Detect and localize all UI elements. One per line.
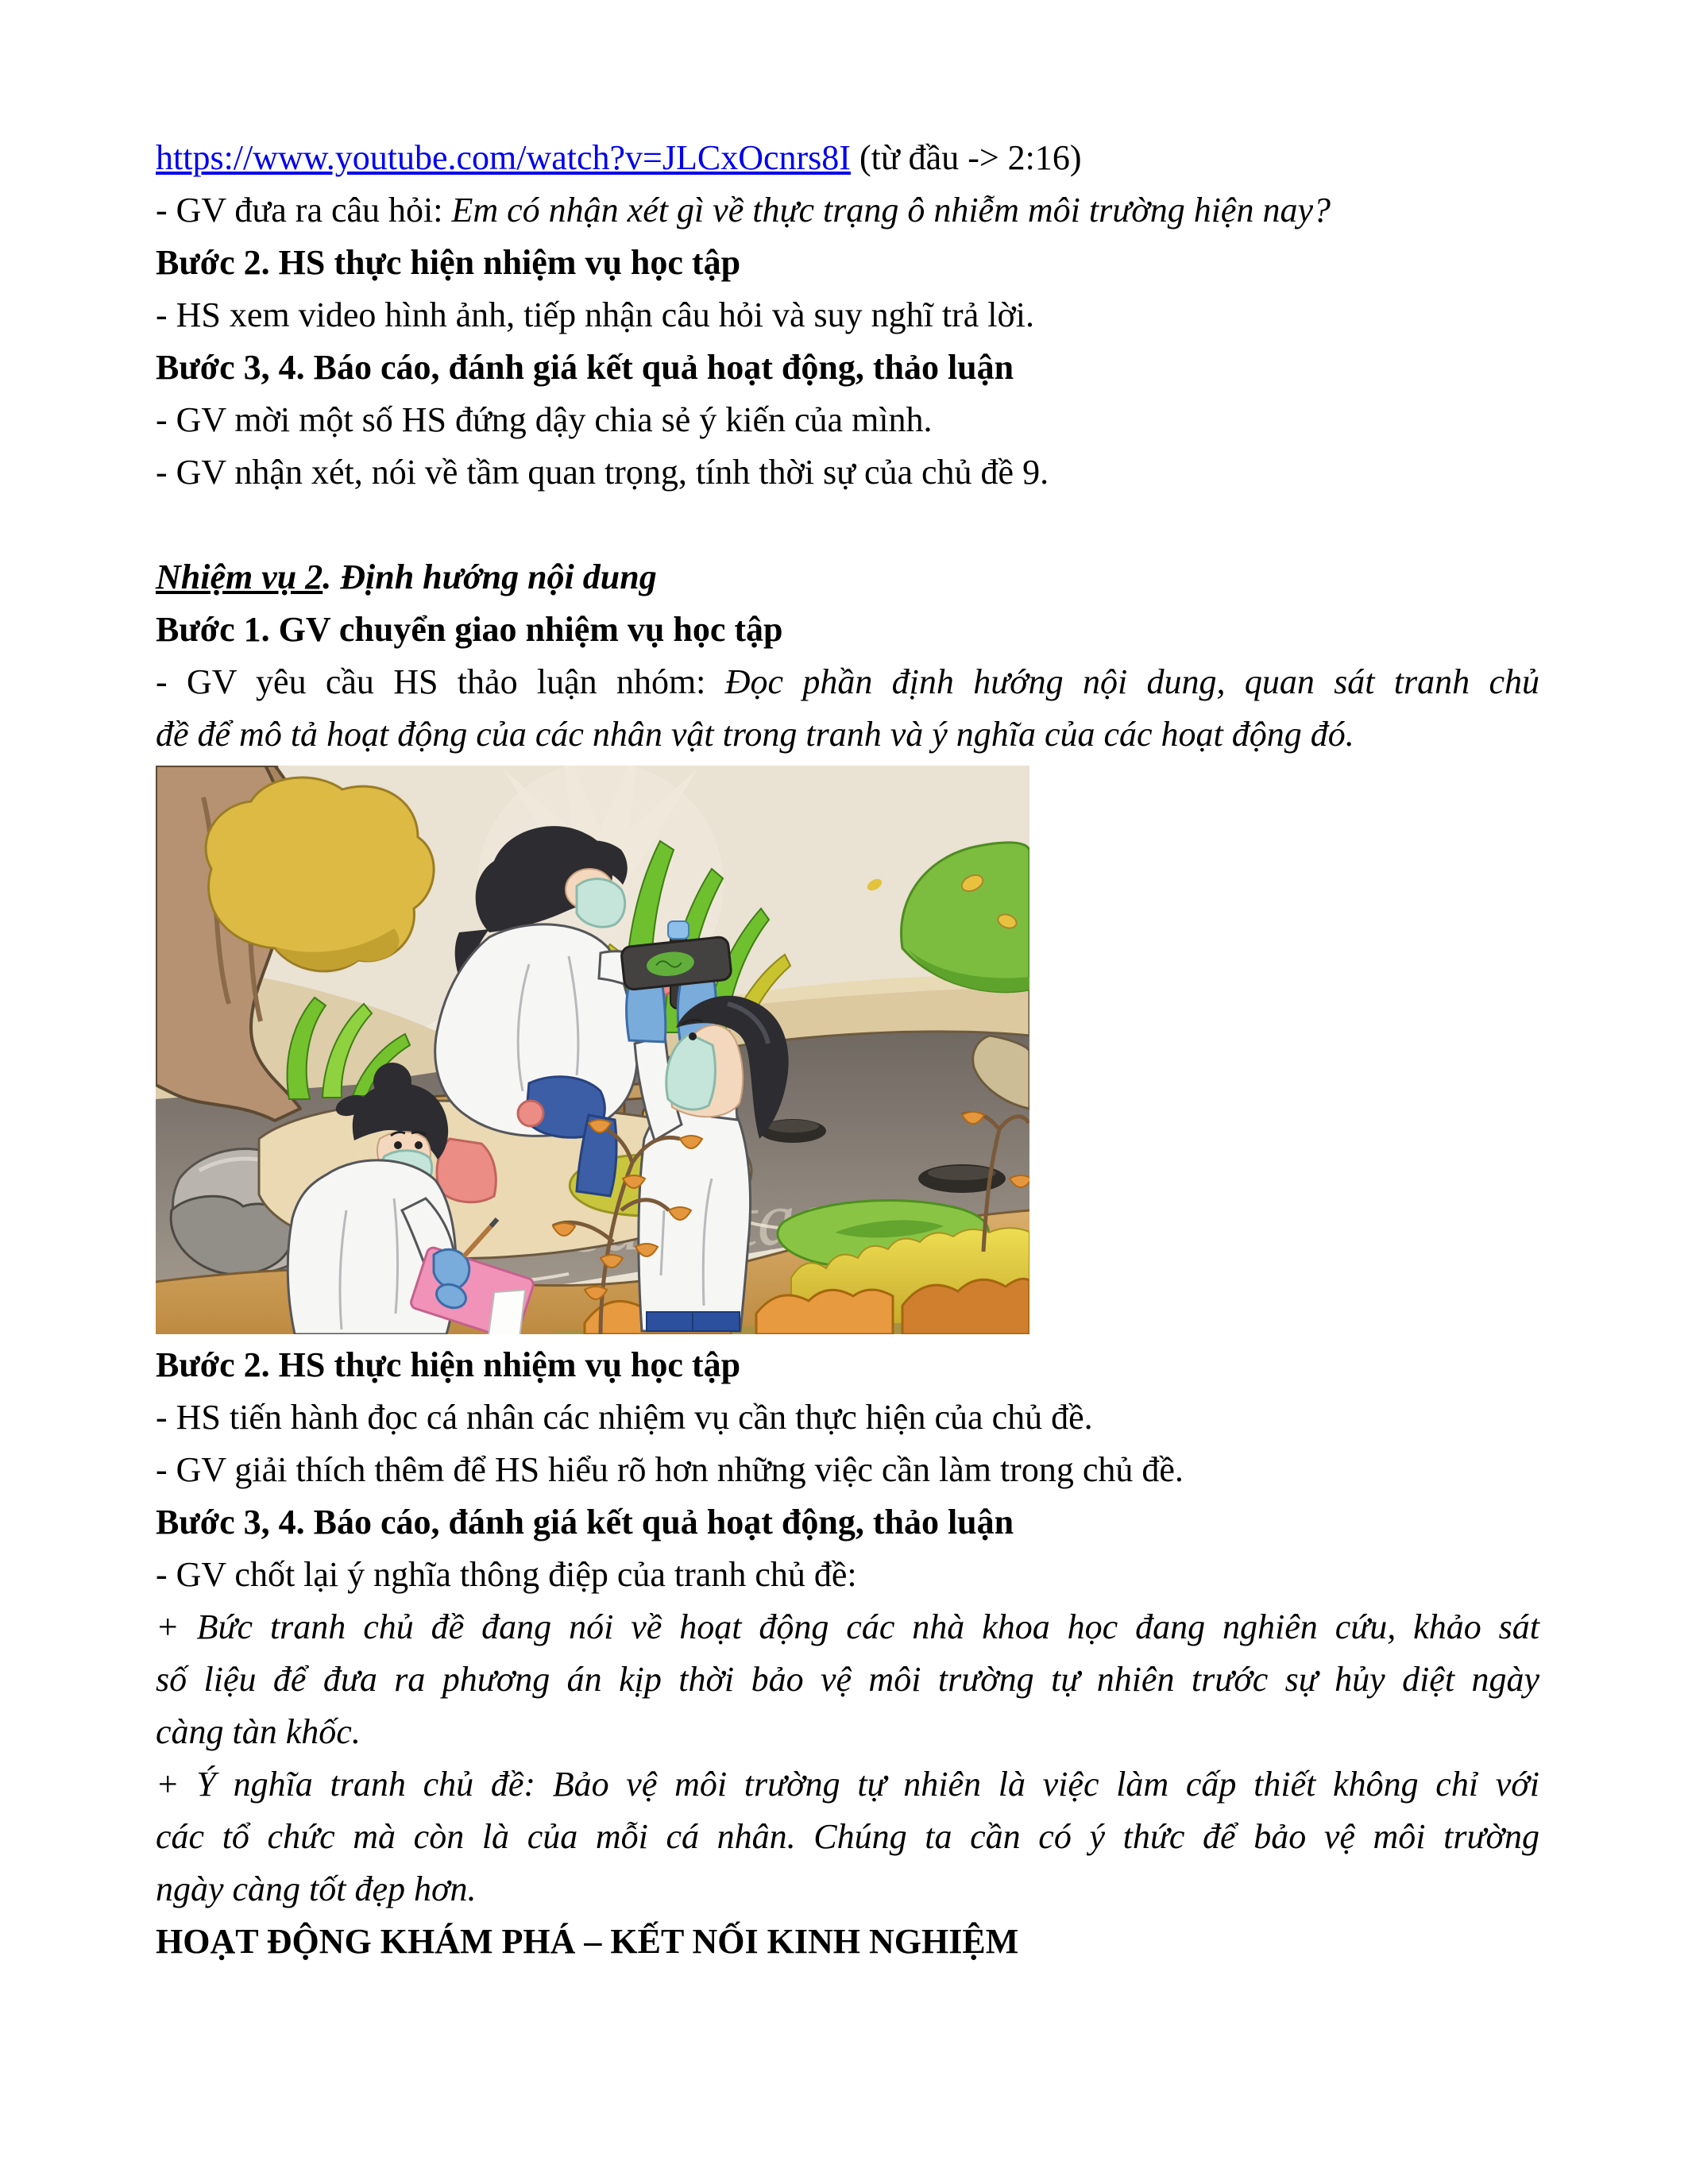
watermark-text: tạo — [734, 1174, 835, 1263]
task-heading: Nhiệm vụ 2. Định hướng nội dung — [156, 558, 657, 596]
text-line: càng tàn khốc. — [156, 1712, 361, 1751]
step-heading: Bước 2. HS thực hiện nhiệm vụ học tập — [156, 1345, 741, 1384]
text-line: - GV yêu cầu HS thảo luận nhóm: Đọc phần định hướng nội dung, quan sát tranh chủ — [156, 662, 1539, 701]
text-line: + Ý nghĩa tranh chủ đề: Bảo vệ môi trường tự nhiên là việc làm cấp thiết không chỉ với — [156, 1765, 1539, 1804]
text-line: số liệu để đưa ra phương án kịp thời bảo vệ môi trường tự nhiên trước sự hủy diệt ngày — [156, 1660, 1539, 1699]
step-heading: Bước 1. GV chuyển giao nhiệm vụ học tập — [156, 610, 783, 649]
text-line: - GV mời một số HS đứng dậy chia sẻ ý kiến của mình. — [156, 400, 933, 439]
blank-line — [156, 499, 1539, 551]
step-heading: Bước 2. HS thực hiện nhiệm vụ học tập — [156, 243, 741, 282]
text-line: các tổ chức mà còn là của mỗi cá nhân. Chúng ta cần có ý thức để bảo vệ môi trường — [156, 1817, 1539, 1856]
step-heading: Bước 3, 4. Báo cáo, đánh giá kết quả hoạt động, thảo luận — [156, 348, 1014, 387]
text-line: - GV chốt lại ý nghĩa thông điệp của tranh chủ đề: — [156, 1555, 857, 1594]
document-body — [156, 132, 1539, 1968]
step-heading: Bước 3, 4. Báo cáo, đánh giá kết quả hoạt động, thảo luận — [156, 1503, 1014, 1542]
text-line: - HS xem video hình ảnh, tiếp nhận câu hỏi và suy nghĩ trả lời. — [156, 295, 1034, 334]
text-line — [156, 132, 1539, 184]
text-line: - GV đưa ra câu hỏi: Em có nhận xét gì về thực trạng ô nhiễm môi trường hiện nay? — [156, 191, 1331, 230]
text-line: đề để mô tả hoạt động của các nhân vật trong tranh và ý nghĩa của các hoạt động đó. — [156, 715, 1354, 754]
youtube-link[interactable]: https://www.youtube.com/watch?v=JLCxOcnrs8I — [156, 138, 851, 177]
section-heading: HOẠT ĐỘNG KHÁM PHÁ – KẾT NỐI KINH NGHIỆM — [156, 1922, 1019, 1961]
text-line: - GV giải thích thêm để HS hiểu rõ hơn những việc cần làm trong chủ đề. — [156, 1450, 1184, 1489]
text-line: + Bức tranh chủ đề đang nói về hoạt động các nhà khoa học đang nghiên cứu, khảo sát — [156, 1607, 1539, 1646]
link-suffix: (từ đầu -> 2:16) — [850, 138, 1082, 177]
text-line: - GV nhận xét, nói về tầm quan trọng, tính thời sự của chủ đề 9. — [156, 453, 1049, 492]
text-line: ngày càng tốt đẹp hơn. — [156, 1870, 477, 1908]
topic-illustration — [156, 766, 1029, 1334]
text-line: - HS tiến hành đọc cá nhân các nhiệm vụ cần thực hiện của chủ đề. — [156, 1398, 1093, 1437]
